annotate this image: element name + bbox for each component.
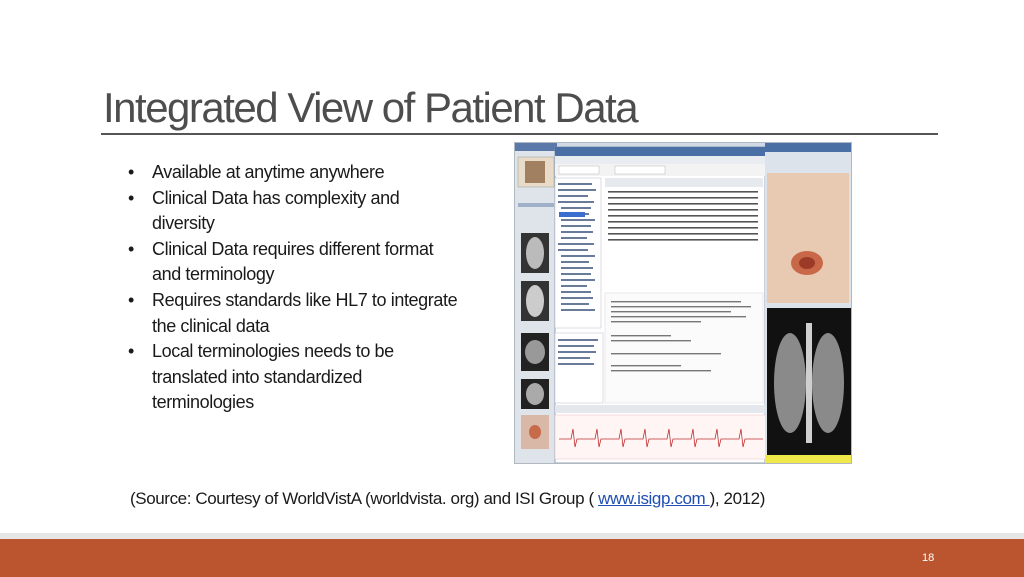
source-citation [130,489,765,509]
footer-band [0,539,1024,577]
ehr-screenshot-graphic [515,143,851,463]
bullet-item: • Local terminologies needs to be translated into standardized terminologies [128,339,458,416]
title-underline [101,133,938,135]
bullet-item: • Clinical Data requires different format and terminology [128,237,458,288]
bullet-item: • Requires standards like HL7 to integrate the clinical data [128,288,458,339]
source-text-prefix: (Source: Courtesy of WorldVistA (worldvista. org) and ISI Group ( [130,489,599,508]
source-link[interactable]: www.isigp.com [598,489,710,508]
ehr-screenshot-image [514,142,852,464]
bullet-item: • Available at anytime anywhere [128,160,458,186]
source-text-suffix: ), 2012) [709,489,765,508]
slide-title: Integrated View of Patient Data [103,84,638,131]
bullet-item: • Clinical Data has complexity and diversity [128,186,458,237]
page-number: 18 [922,552,935,564]
bullet-list [128,160,458,416]
